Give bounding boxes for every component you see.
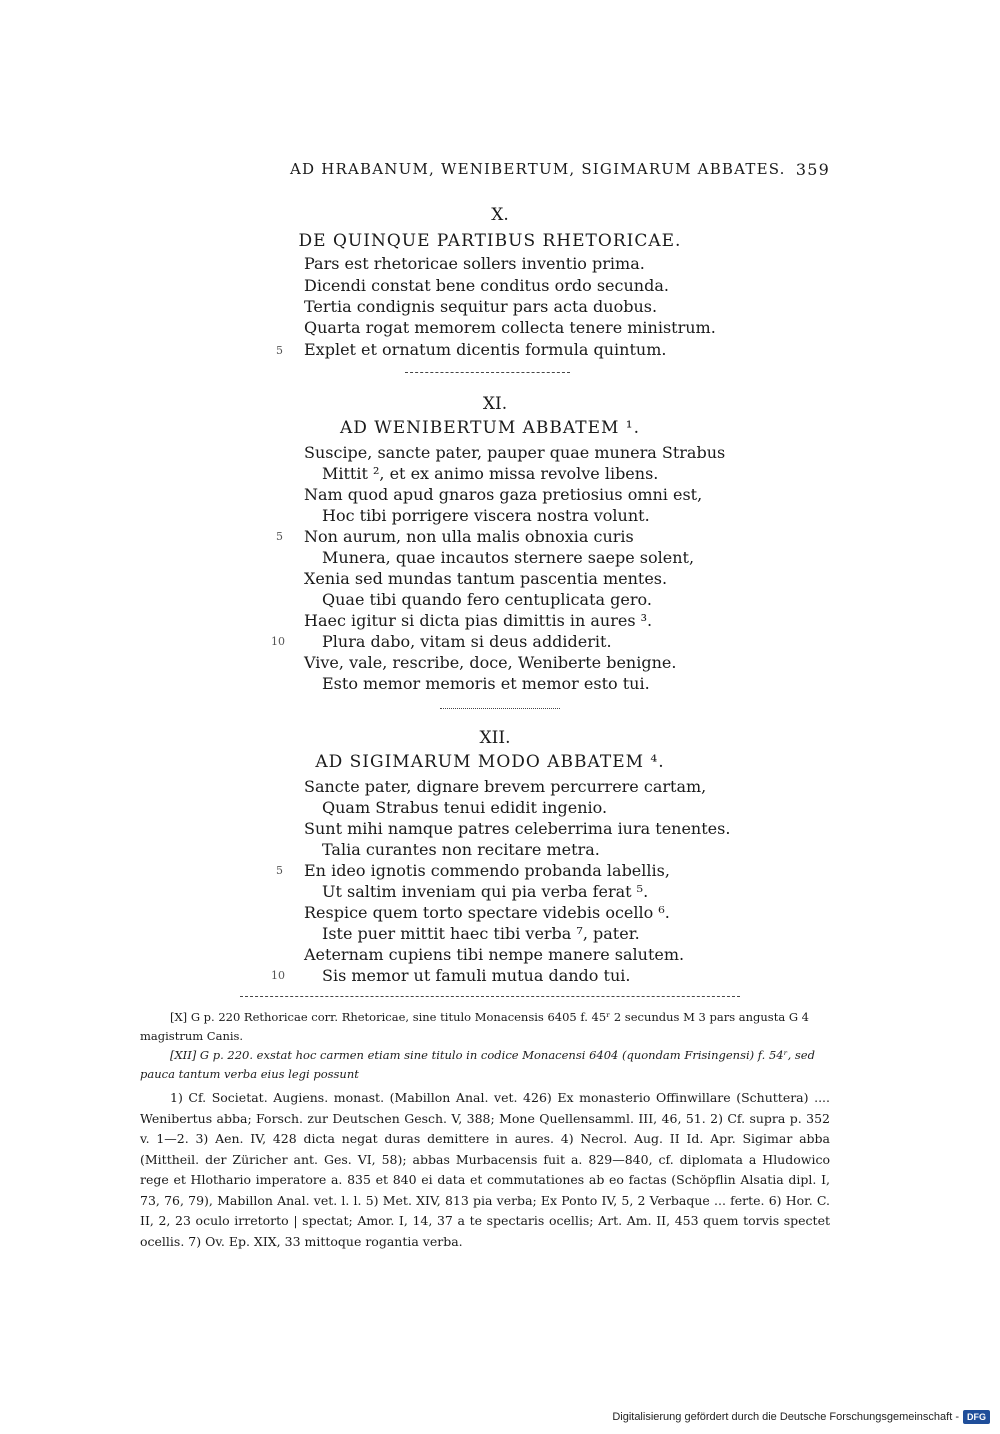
verse-line: Non aurum, non ulla malis obnoxia curis (304, 527, 634, 546)
verse-line: Tertia condignis sequitur pars acta duobus. (304, 297, 658, 316)
verse-line: Hoc tibi porrigere viscera nostra volunt. (322, 506, 650, 525)
section-divider (440, 708, 560, 709)
critical-apparatus (140, 1008, 830, 1084)
verse-line: Suscipe, sancte pater, pauper quae munera Strabus (304, 443, 726, 462)
verse-line: Pars est rhetoricae sollers inventio prima. (304, 254, 645, 273)
poem-numeral: X. (491, 205, 509, 225)
verse-line: Vive, vale, rescribe, doce, Weniberte benigne. (304, 653, 677, 672)
apparatus-entry: [XII] G p. 220. exstat hoc carmen etiam sine titulo in codice Monacensi 6404 (quondam Frisingensi) f. 54ʳ, sed pauca tantum verba eius legi possunt (140, 1048, 815, 1081)
verse-line: Ut saltim inveniam qui pia verba ferat ⁵. (322, 882, 649, 901)
line-number: 5 (276, 344, 283, 357)
verse-line: Explet et ornatum dicentis formula quintum. (304, 340, 667, 359)
verse-line: Mittit ², et ex animo missa revolve libens. (322, 464, 659, 483)
verse-line: Xenia sed mundas tantum pascentia mentes. (304, 569, 668, 588)
poem-x (0, 205, 1000, 251)
verse-line: Sancte pater, dignare brevem percurrere cartam, (304, 777, 707, 796)
line-number: 5 (276, 530, 283, 543)
running-head-title: AD HRABANUM, WENIBERTUM, SIGIMARUM ABBATES. (290, 160, 786, 178)
poem-numeral: XII. (479, 728, 511, 748)
verse-line: Plura dabo, vitam si deus addiderit. (322, 632, 612, 651)
verse-line: Quarta rogat memorem collecta tenere ministrum. (304, 318, 716, 337)
verse-line: Aeternam cupiens tibi nempe manere salutem. (304, 945, 685, 964)
verse-line: Munera, quae incautos sternere saepe solent, (322, 548, 695, 567)
line-number: 10 (271, 969, 285, 982)
apparatus-entry: [X] G p. 220 Rethoricae corr. Rhetoricae, sine titulo Monacensis 6405 f. 45ʳ 2 secundus M 3 pars angusta G 4 magistrum Canis. (140, 1010, 809, 1043)
verse-line: Sis memor ut famuli mutua dando tui. (322, 966, 631, 985)
poem-heading: DE QUINQUE PARTIBUS RHETORICAE. (298, 231, 682, 251)
verse-line: Nam quod apud gnaros gaza pretiosius omni est, (304, 485, 703, 504)
line-number: 10 (271, 635, 285, 648)
poem-heading: AD WENIBERTUM ABBATEM ¹. (339, 418, 641, 438)
dfg-credit (612, 1410, 990, 1424)
section-divider (405, 372, 570, 373)
dfg-logo: DFG (963, 1410, 990, 1424)
verse-line: Sunt mihi namque patres celeberrima iura tenentes. (304, 819, 731, 838)
verse-line: Quae tibi quando fero centuplicata gero. (322, 590, 652, 609)
poem-xi (0, 394, 1000, 438)
verse-line: En ideo ignotis commendo probanda labellis, (304, 861, 670, 880)
verse-line: Quam Strabus tenui edidit ingenio. (322, 798, 608, 817)
footnotes (140, 1088, 830, 1252)
verse-line: Dicendi constat bene conditus ordo secunda. (304, 276, 669, 295)
verse-line: Iste puer mittit haec tibi verba ⁷, pater. (322, 924, 640, 943)
verse-line: Respice quem torto spectare videbis ocello ⁶. (304, 903, 670, 922)
verse-line: Esto memor memoris et memor esto tui. (322, 674, 650, 693)
poem-heading: AD SIGIMARUM MODO ABBATEM ⁴. (315, 752, 665, 772)
verse-line: Haec igitur si dicta pias dimittis in aures ³. (304, 611, 653, 630)
line-number: 5 (276, 864, 283, 877)
apparatus-divider (240, 996, 740, 997)
footnote-text: 1) Cf. Societat. Augiens. monast. (Mabillon Anal. vet. 426) Ex monasterio Offinwillare (Schuttera) .... Wenibertus abba; Forsch. zur Deutschen Gesch. V, 388; Mone Quellensamml. III, 46, 51. 2) Cf. supra p. 352 v. 1—2. 3) Aen. IV, 428 dicta negat duras demittere in aures. 4) Necrol. Aug. II Id. Apr. Sigimar abba (Mittheil. der Züricher ant. Ges. VI, 58); abbas Murbacensis fuit a. 829—840, cf. diplomata a Hludowico rege et Hlothario imperatore a. 835 et 840 ei data et commutationes ab eo factas (Schöpflin Alsatia dipl. I, 73, 76, 79), Mabillon Anal. vet. l. l. 5) Met. XIV, 813 pia verba; Ex Ponto IV, 5, 2 Verbaque ... ferte. 6) Hor. C. II, 2, 23 oculo irretorto | spectat; Amor. I, 14, 37 a te spectaris ocellis; Art. Am. II, 453 quem torvis spectet ocellis. 7) Ov. Ep. XIX, 33 mittoque rogantia verba. (140, 1090, 830, 1249)
poem-numeral: XI. (482, 394, 508, 414)
verse-line: Talia curantes non recitare metra. (322, 840, 600, 859)
page-number: 359 (795, 160, 830, 179)
poem-xii (0, 728, 1000, 772)
credit-text: Digitalisierung gefördert durch die Deutsche Forschungsgemeinschaft - (612, 1411, 959, 1423)
